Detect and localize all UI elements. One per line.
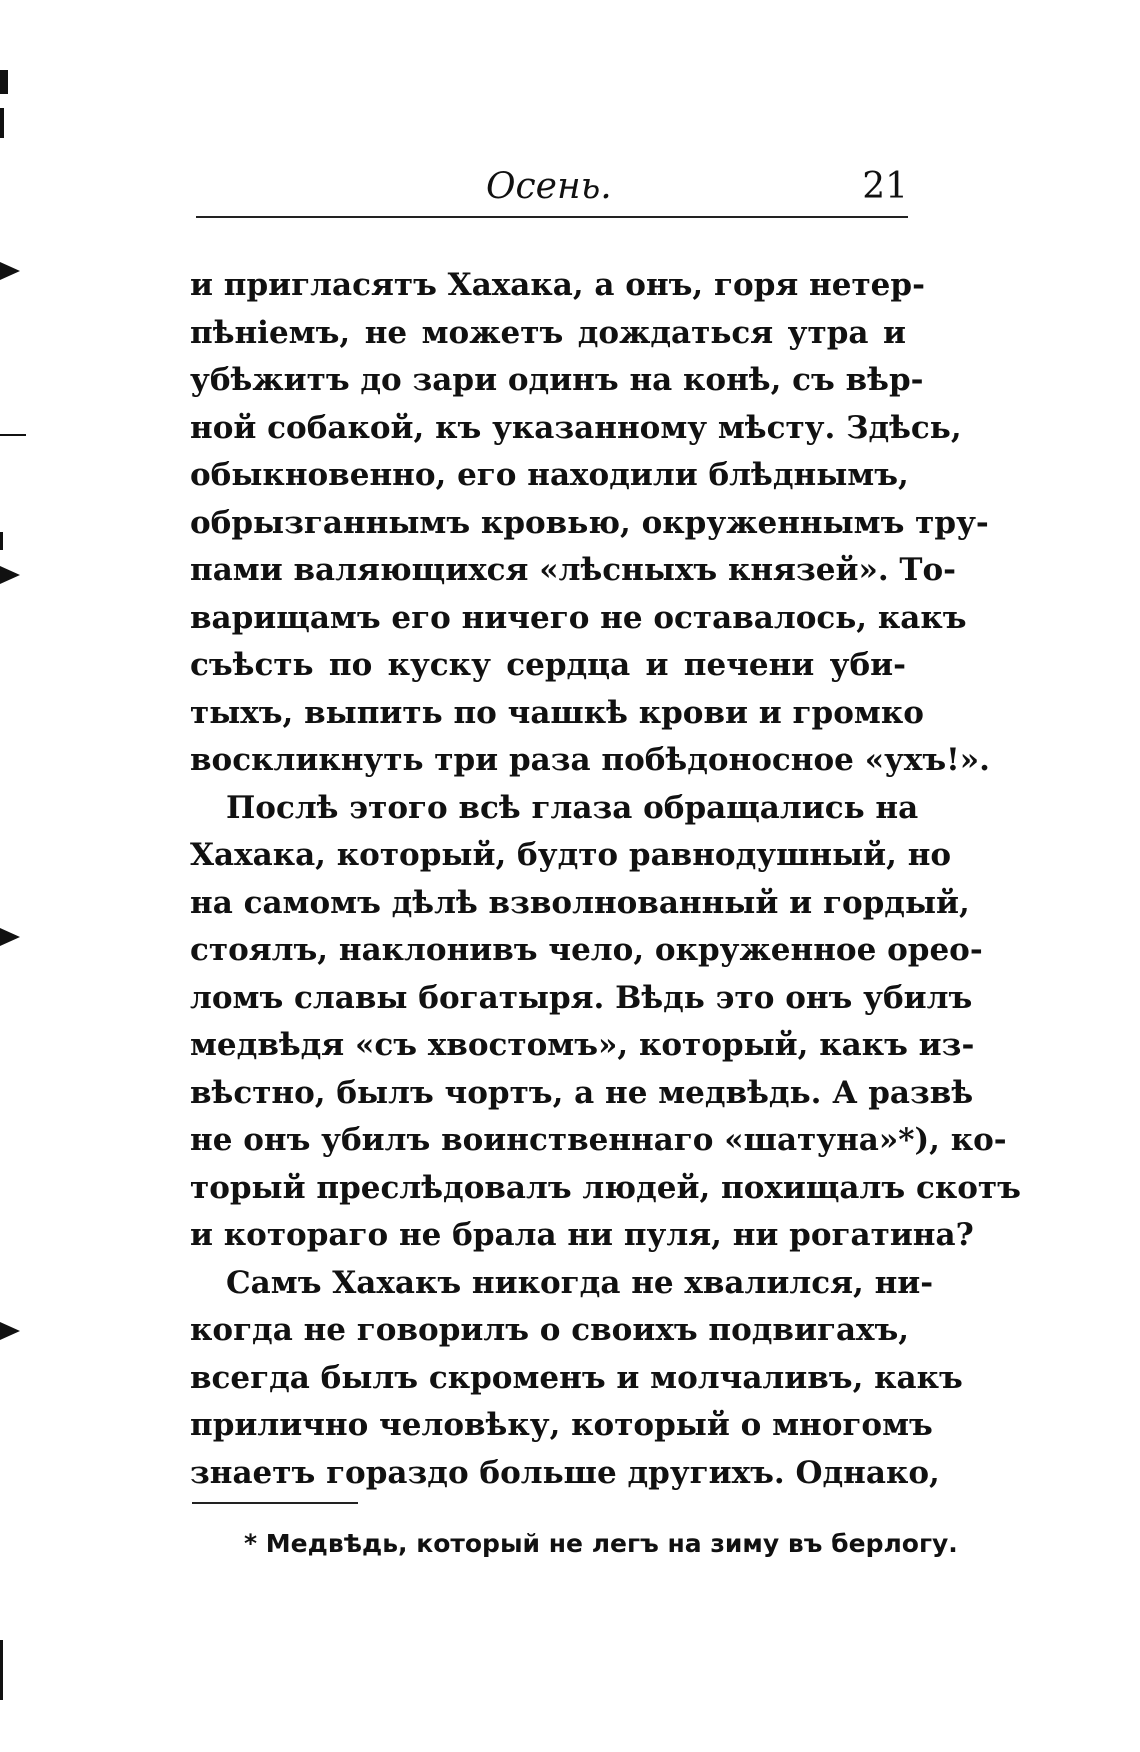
scan-artifact-mark: [0, 532, 3, 550]
text-line: всегда былъ скроменъ и молчаливъ, какъ: [190, 1359, 963, 1396]
text-line: и пригласятъ Хахака, а онъ, горя нетер-: [190, 267, 925, 303]
text-line: медвѣдя «съ хвостомъ», который, какъ из-: [190, 1027, 975, 1063]
text-line: и котораго не брала ни пуля, ни рогатина?: [190, 1217, 974, 1253]
body-text: [190, 262, 1021, 1497]
text-line: Хахака, который, будто равнодушный, но: [190, 837, 952, 873]
text-line: не онъ убилъ воинственнаго «шатуна»*), ко-: [190, 1122, 1007, 1158]
text-line: обыкновенно, его находили блѣднымъ,: [190, 457, 909, 493]
scan-artifact-mark: [0, 928, 20, 946]
scan-artifact-mark: [0, 108, 4, 138]
text-line: воскликнуть три раза побѣдоносное «ухъ!».: [190, 742, 990, 778]
text-line: торый преслѣдовалъ людей, похищалъ скотъ: [190, 1169, 1021, 1206]
running-title: Осень.: [486, 166, 612, 207]
scan-artifact-mark: [0, 1322, 20, 1340]
scan-artifact-mark: [0, 1640, 3, 1700]
text-line: стоялъ, наклонивъ чело, окруженное орео-: [190, 932, 983, 968]
footnote: [244, 1526, 958, 1562]
scan-artifact-mark: [0, 262, 20, 280]
text-line: убѣжитъ до зари одинъ на конѣ, съ вѣр-: [190, 362, 924, 398]
text-line: знаетъ гораздо больше другихъ. Однако,: [190, 1454, 940, 1491]
text-line: Послѣ этого всѣ глаза обращались на: [226, 789, 919, 826]
footnote-marker: *: [244, 1529, 258, 1558]
text-line: пами валяющихся «лѣсныхъ князей». То-: [190, 552, 957, 588]
text-line: съѣсть по куску сердца и печени уби-: [190, 647, 906, 683]
page-number: 21: [862, 166, 908, 207]
footnote-rule: [192, 1502, 358, 1504]
text-line: вѣстно, былъ чортъ, а не медвѣдь. А развѣ: [190, 1074, 974, 1111]
scan-artifact-mark: [0, 70, 8, 94]
text-line: на самомъ дѣлѣ взволнованный и гордый,: [190, 884, 970, 921]
text-line: пѣніемъ, не можетъ дождаться утра и: [190, 314, 906, 351]
header-rule: [196, 216, 908, 218]
text-line: обрызганнымъ кровью, окруженнымъ тру-: [190, 504, 989, 541]
text-line: тыхъ, выпить по чашкѣ крови и громко: [190, 694, 924, 731]
text-line: когда не говорилъ о своихъ подвигахъ,: [190, 1312, 910, 1348]
text-line: Самъ Хахакъ никогда не хвалился, ни-: [226, 1264, 934, 1301]
text-line: варищамъ его ничего не оставалось, какъ: [190, 599, 967, 636]
text-line: ломъ славы богатыря. Вѣдь это онъ убилъ: [190, 979, 973, 1016]
scan-artifact-mark: [0, 566, 20, 584]
page-header: [196, 160, 908, 214]
text-line: прилично человѣку, который о многомъ: [190, 1407, 933, 1443]
scan-artifact-mark: [0, 434, 26, 436]
footnote-text: Медвѣдь, который не легъ на зиму въ берлогу.: [265, 1529, 958, 1558]
text-line: ной собакой, къ указанному мѣсту. Здѣсь,: [190, 409, 962, 446]
